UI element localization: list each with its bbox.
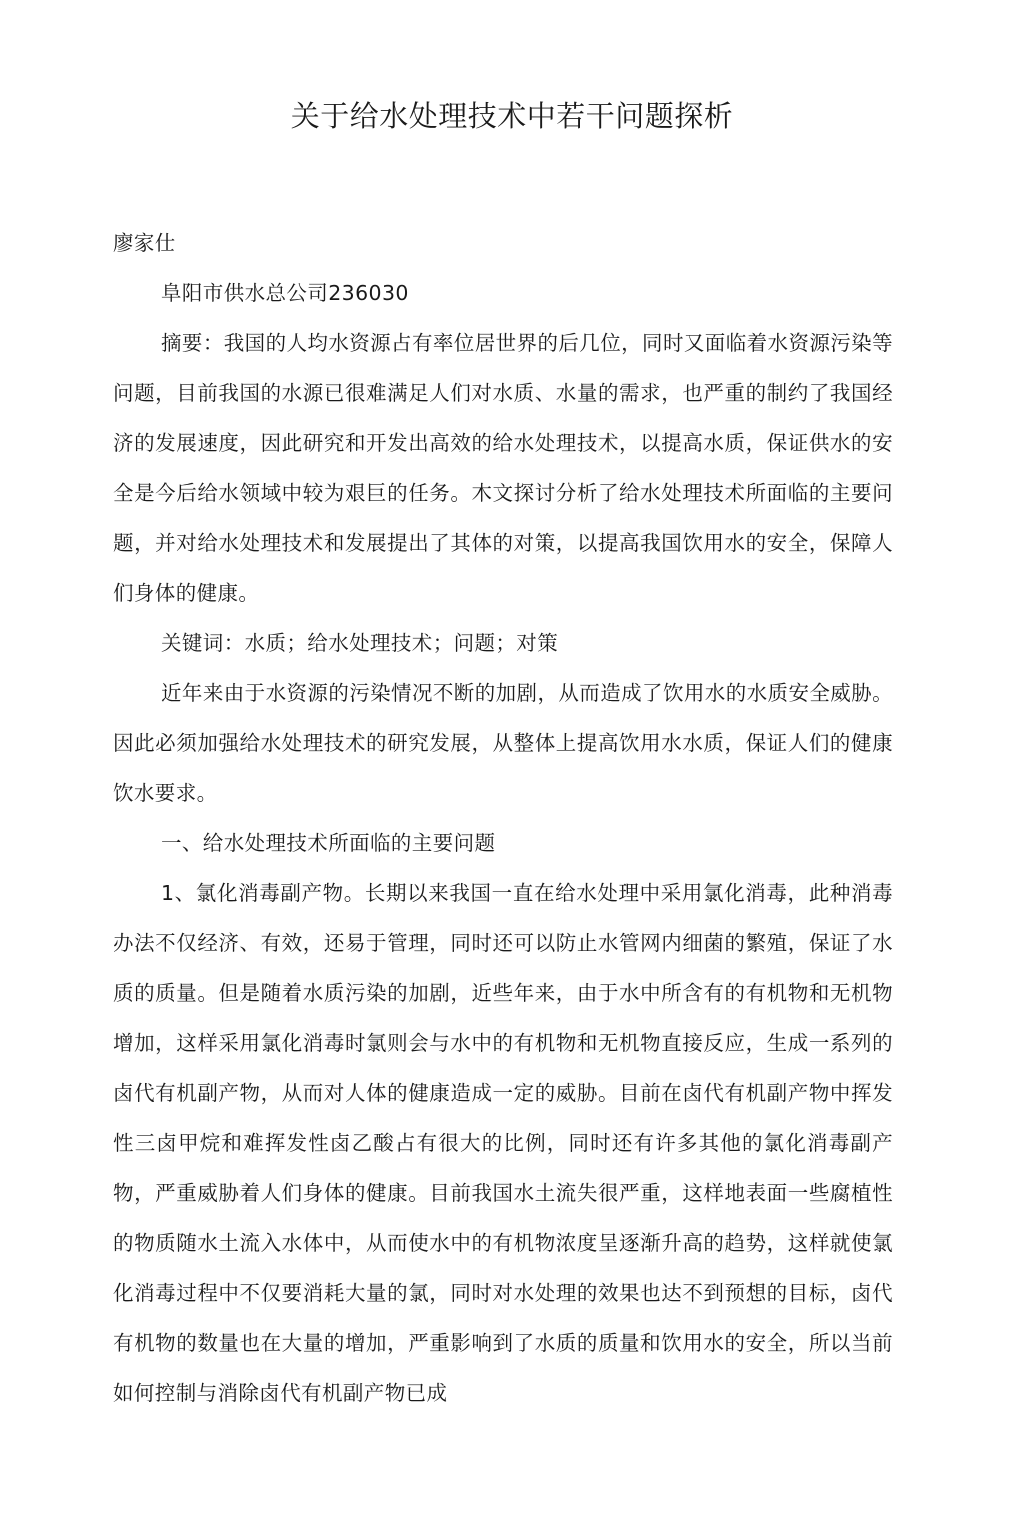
intro-paragraph: 近年来由于水资源的污染情况不断的加剧，从而造成了饮用水的水质安全威胁。因此必须加强给水处理技术的研究发展，从整体上提高饮用水水质，保证人们的健康饮水要求。 <box>113 681 893 805</box>
section-paragraph: 1、氯化消毒副产物。长期以来我国一直在给水处理中采用氯化消毒，此种消毒办法不仅经济、有效，还易于管理，同时还可以防止水管网内细菌的繁殖，保证了水质的质量。但是随着水质污染的加剧，近些年来，由于水中所含有的有机物和无机物增加，这样采用氯化消毒时氯则会与水中的有机物和无机物直接反应，生成一系列的卤代有机副产物，从而对人体的健康造成一定的威胁。目前在卤代有机副产物中挥发性三卤甲烷和难挥发性卤乙酸占有很大的比例，同时还有许多其他的氯化消毒副产物，严重威胁着人们身体的健康。目前我国水土流失很严重，这样地表面一些腐植性的物质随水土流入水体中，从而使水中的有机物浓度呈逐渐升高的趋势，这样就使氯化消毒过程中不仅要消耗大量的氯，同时对水处理的效果也达不到预想的目标，卤代有机物的数量也在大量的增加，严重影响到了水质的质量和饮用水的安全，所以当前如何控制与消除卤代有机副产物已成 <box>113 881 893 1405</box>
document-body <box>113 218 893 1418</box>
section-heading: 一、给水处理技术所面临的主要问题 <box>161 831 496 855</box>
page-title: 关于给水处理技术中若干问题探析 <box>290 99 734 133</box>
keywords-paragraph: 关键词：水质；给水处理技术；问题；对策 <box>161 631 559 655</box>
abstract-paragraph: 摘要：我国的人均水资源占有率位居世界的后几位，同时又面临着水资源污染等问题，目前我国的水源已很难满足人们对水质、水量的需求，也严重的制约了我国经济的发展速度，因此研究和开发出高效的给水处理技术，以提高水质，保证供水的安全是今后给水领域中较为艰巨的任务。木文探讨分析了给水处理技术所面临的主要问题，并对给水处理技术和发展提出了其体的对策，以提高我国饮用水的安全，保障人们身体的健康。 <box>113 331 893 605</box>
affiliation: 阜阳市供水总公司236030 <box>161 281 409 305</box>
author-name: 廖家仕 <box>113 231 176 255</box>
